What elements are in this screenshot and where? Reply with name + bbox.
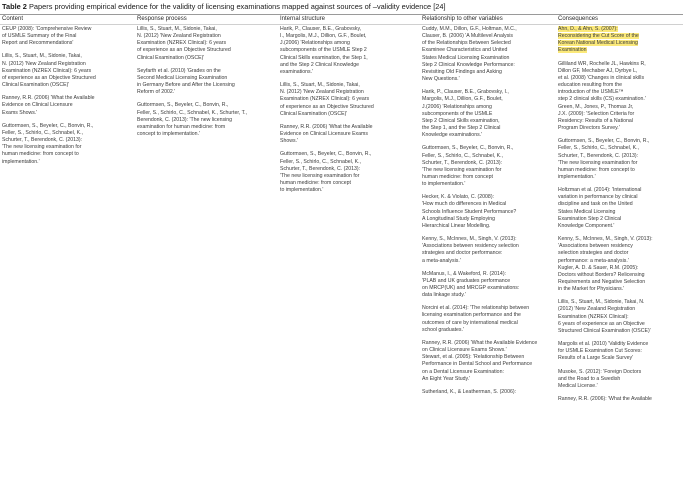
reference-entry: Gilliland WR, Rochelle JL, Hawkins R, Dillon GF, Mechaber AJ, Dyrbye L, et al. (2008) 'Changes in clinical skills education resulting from the introduction of the USMLE™ step 2 clinical skills (CS) examination.' Green, M., Jones, P., Thomas Jr, J.X. (2009): 'Selection Criteria for Residency: Results of a National Program Directors Survey.' (558, 60, 646, 132)
reference-entry: McManus, I., & Wakeford, R. (2014): 'PLAB and UK graduates performance on MRCP(UK) and MRCGP examinations: data linkage study.' (422, 270, 520, 299)
table-label: Table 2 (2, 2, 27, 11)
reference-entry: Guttormsen, S., Beyeler, C., Bonvin, R., Feller, S., Schirlo, C., Schnabel, K., Schurter, T., Berendonk, C. (2013): 'The new licensing examination for human medicine: from concept to implementation.' (137, 102, 248, 138)
column-header-response-process: Response process (137, 16, 187, 22)
header-bottom-rule (0, 24, 683, 25)
reference-entry: Ranney, R.R. (2006) 'What the Available Evidence on Clinical Licensure Exams Shows.' Stewart, et al. (2005): 'Relationship Between Performance in Dental School and Performance on a Dental Licensure Examination: An Eight Year Study.' (422, 339, 538, 382)
reference-entry: Guttormsen, S., Beyeler, C., Bonvin, R., Feller, S., Schirlo, C., Schnabel, K., Schurter, T., Berendonk, C. (2013): 'The new licensing examination for human medicine: from concept to implementation.' (280, 151, 372, 194)
table-title: Papers providing empirical evidence for the validity of licensing examinations mapped against sources of –validity evidence [24] (28, 2, 446, 11)
reference-entry: Kenny, S., McInnes, M., Singh, V. (2013): 'Associations between residency selection strategies and doctor performance: a meta-analysis.' Kugler, A. D. & Sauer, R.M. (2005): Doctors without Borders? Relicensing Requirements and Negative Selection in the Market for Physicians.' (558, 236, 653, 293)
reference-entry: Ranney, R.R. (2006) 'What the Available Evidence on Clinical Licensure Exams Shows.' (2, 95, 95, 116)
reference-entry: Sutherland, K., & Leatherman, S. (2006): (422, 388, 517, 395)
reference-entry: Guttormsen, S., Beyeler, C., Bonvin, R., Feller, S., Schirlo, C., Schnabel, K., Schurter, T., Berendonk, C. (2013): 'The new licensing examination for human medicine: from concept to implementation.' (2, 122, 94, 165)
column-internal-structure (280, 26, 418, 200)
reference-entry: Guttormsen, S., Beyeler, C., Bonvin, R., Feller, S., Schirlo, C., Schnabel, K., Schurter, T., Berendonk, C. (2013): 'The new licensing examination for human medicine: from concept to implementation.' (558, 138, 650, 180)
reference-entry: Lillis, S., Stuart, M., Sidonie, Takai, N. (2012) 'New Zealand Registration Examination (NZREX Clinical): 6 years of experience as an Objective Structured Clinical Examination (OSCE)' (280, 82, 374, 117)
reference-entry: Cuddy, M.M., Dillon, G.F., Holtman, M.C., Clauser, B. (2006) 'A Multilevel Analysis of the Relationships Between Selected Examinee Characteristics and United States Medical Licensing Examination Step 2 Clinical Knowledge Performance: Revisiting Old Findings and Asking New Questions.' (422, 26, 517, 83)
reference-entry: Holtzman et al. (2014): 'International variation in performance by clinical discipline and task on the United States Medical Licensing Examination Step 2 Clinical Knowledge Component.' (558, 187, 642, 229)
column-content (2, 26, 133, 172)
reference-entry: Musoke, S. (2012): 'Foreign Doctors and the Road to a Swedish Medical License.' (558, 368, 642, 389)
reference-entry: Harik, P., Clauser, B.E., Grabovsky, I., Margolis, M.J., Dillion, G.F., Boulet, J.(2006) 'Relationships among subcomponents of the USMLE Step 2 Clinical Skills examination, the Step 1, and the Step 2 Clinical Knowledge examinations.' (280, 26, 368, 75)
reference-entry: Lillis, S., Stuart, M., Sidonie, Takai, N. (2012) 'New Zealand Registration Examination (NZREX Clinical): 6 years of experience as an Objective Structured Clinical Examination (OSCE)' (558, 299, 651, 334)
reference-entry: Harik, P., Clauser, B.E., Grabovsky, I., Margolis, M.J., Dillion, G.F., Boulet, J.(2006) 'Relationships among subcomponents of the USMLE Step 2 Clinical Skills examination, the Step 1, and the Step 2 Clinical Knowledge examinations.' (422, 89, 509, 139)
column-header-content: Content (2, 16, 24, 22)
column-header-internal-structure: Internal structure (280, 16, 326, 22)
highlighted-reference (558, 26, 683, 55)
reference-entry: Lillis, S., Stuart, M., Sidonie, Takai, N. (2012) 'New Zealand Registration Examination (NZREX Clinical): 6 years of experience as an Objective Structured Clinical Examination (OSCE)' (2, 53, 96, 89)
column-header-relationship-other-variables: Relationship to other variables (422, 16, 503, 22)
reference-entry: Seyfarth et al. (2010) 'Grades on the Second Medical Licensing Examination in Germany Before and After the Licensing Reform of 2002.' (137, 67, 235, 96)
column-response-process (137, 26, 276, 144)
reference-entry: Ranney, R.R. (2006): 'What the Available (558, 396, 652, 403)
column-header-consequences: Consequences (558, 16, 599, 22)
highlighted-reference-text: Ahn, D., & Ahn, S. (2007): Reconsidering the Cut Score of the Korean National Medical Licensing Examination (558, 26, 639, 54)
reference-entry: Hecker, K. & Violato, C. (2008): 'How much do differences in Medical Schools Influence Student Performance? A Longitudinal Study Employing Hierarchical Linear Modelling. (422, 194, 517, 229)
reference-entry: Margolis et al. (2010) 'Validity Evidence for USMLE Examination Cut Scores: Results of a Large Scale Survey' (558, 341, 649, 362)
reference-entry: Ranney, R.R. (2006) 'What the Available Evidence on Clinical Licensure Exams Shows.' (280, 123, 373, 145)
reference-entry: Norcini et al. (2014): 'The relationship between licensing examination performance and the outcomes of care by international medical school graduates.' (422, 305, 530, 333)
table-caption (2, 2, 681, 12)
reference-entry: Lillis, S., Stuart, M., Sidonie, Takai, N. (2012) 'New Zealand Registration Examination (NZREX Clinical): 6 years of experience as an Objective Structured Clinical Examination (OSCE)' (137, 26, 231, 61)
reference-entry: Kenny, S., McInnes, M., Singh, V. (2013): 'Associations between residency selection strategies and doctor performance: a meta-analysis.' (422, 236, 519, 264)
reference-entry: CEUP (2008): 'Comprehensive Review of USMLE Summary of the Final Report and Recommendations' (2, 26, 92, 47)
column-consequences (558, 26, 683, 409)
column-relationship-other-variables (422, 26, 554, 402)
reference-entry: Guttormsen, S., Beyeler, C., Bonvin, R., Feller, S., Schirlo, C., Schnabel, K., Schurter, T., Berendonk, C. (2013): 'The new licensing examination for human medicine: from concept to implementation.' (422, 145, 514, 188)
